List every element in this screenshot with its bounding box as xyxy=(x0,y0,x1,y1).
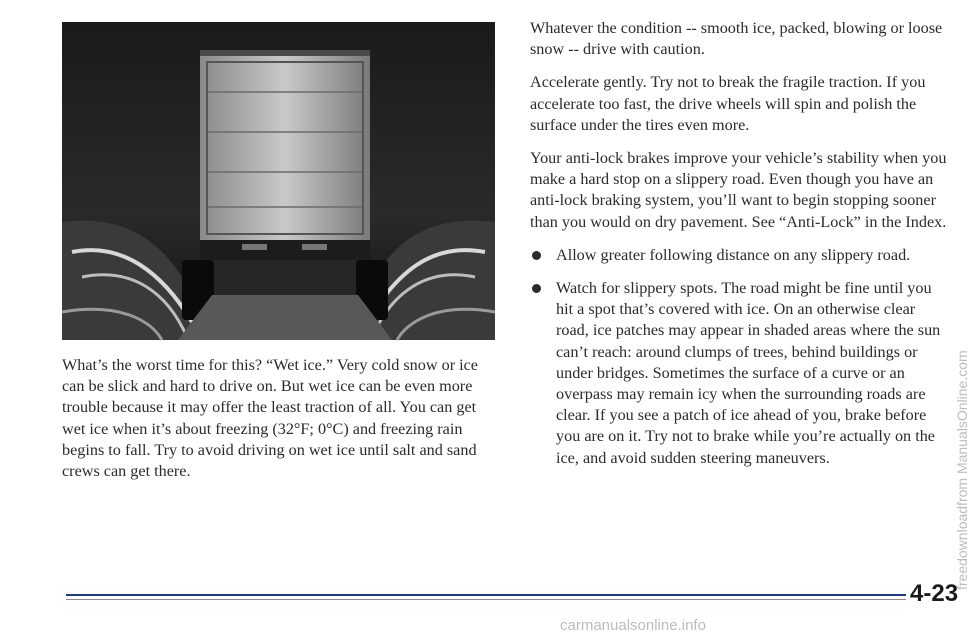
caution-paragraph: Whatever the condition -- smooth ice, packed, blowing or loose snow -- drive with caution. xyxy=(530,19,943,59)
bullet-text: Watch for slippery spots. The road might be fine until you hit a spot that’s covered with ice. On an otherwise clear road, ice patches may appear in shaded areas where the sun can’t reach: around clumps of trees, behind buildings or under bridges. Sometimes the surface of a curve or an overpass may remain icy when the surrounding roads are clear. If you see a patch of ice ahead of you, brake before you are on it. Try not to brake while you’re actually on the ice, and avoid sudden steering maneuvers. xyxy=(556,279,941,467)
bullet-text: Allow greater following distance on any slippery road. xyxy=(556,245,911,264)
footer-rule xyxy=(66,594,906,596)
bullet-following-distance xyxy=(530,245,950,266)
bottom-watermark: carmanualsonline.info xyxy=(560,617,706,634)
wet-ice-paragraph: What’s the worst time for this? “Wet ice.” Very cold snow or ice can be slick and hard to drive on. But wet ice can be even more trouble because it may offer the least traction of all. You can get wet ice when it’s about freezing (32°F; 0°C) and freezing rain begins to fall. Try to avoid driving on wet ice until salt and sand crews can get there. xyxy=(62,356,478,481)
side-watermark xyxy=(938,160,970,590)
accelerate-paragraph: Accelerate gently. Try not to break the fragile traction. If you accelerate too fast, the drive wheels will spin and polish the surface under the tires even more. xyxy=(530,73,926,134)
truck-illustration xyxy=(62,22,495,340)
side-watermark-text: freedownloadfrom ManualsOnline.com xyxy=(954,350,970,590)
bullet-icon xyxy=(532,284,541,293)
anti-lock-paragraph: Your anti-lock brakes improve your vehicle’s stability when you make a hard stop on a slippery road. Even though you have an anti-lock braking system, you’ll want to begin stopping sooner than you would on dry pavement. See “Anti-Lock” in the Index. xyxy=(530,149,947,231)
right-column xyxy=(530,18,950,481)
truck-photo xyxy=(62,22,495,340)
footer-rule-thin xyxy=(66,599,906,600)
bullet-slippery-spots xyxy=(530,278,950,469)
bullet-icon xyxy=(532,251,541,260)
page-number: 4-23 xyxy=(910,580,959,607)
